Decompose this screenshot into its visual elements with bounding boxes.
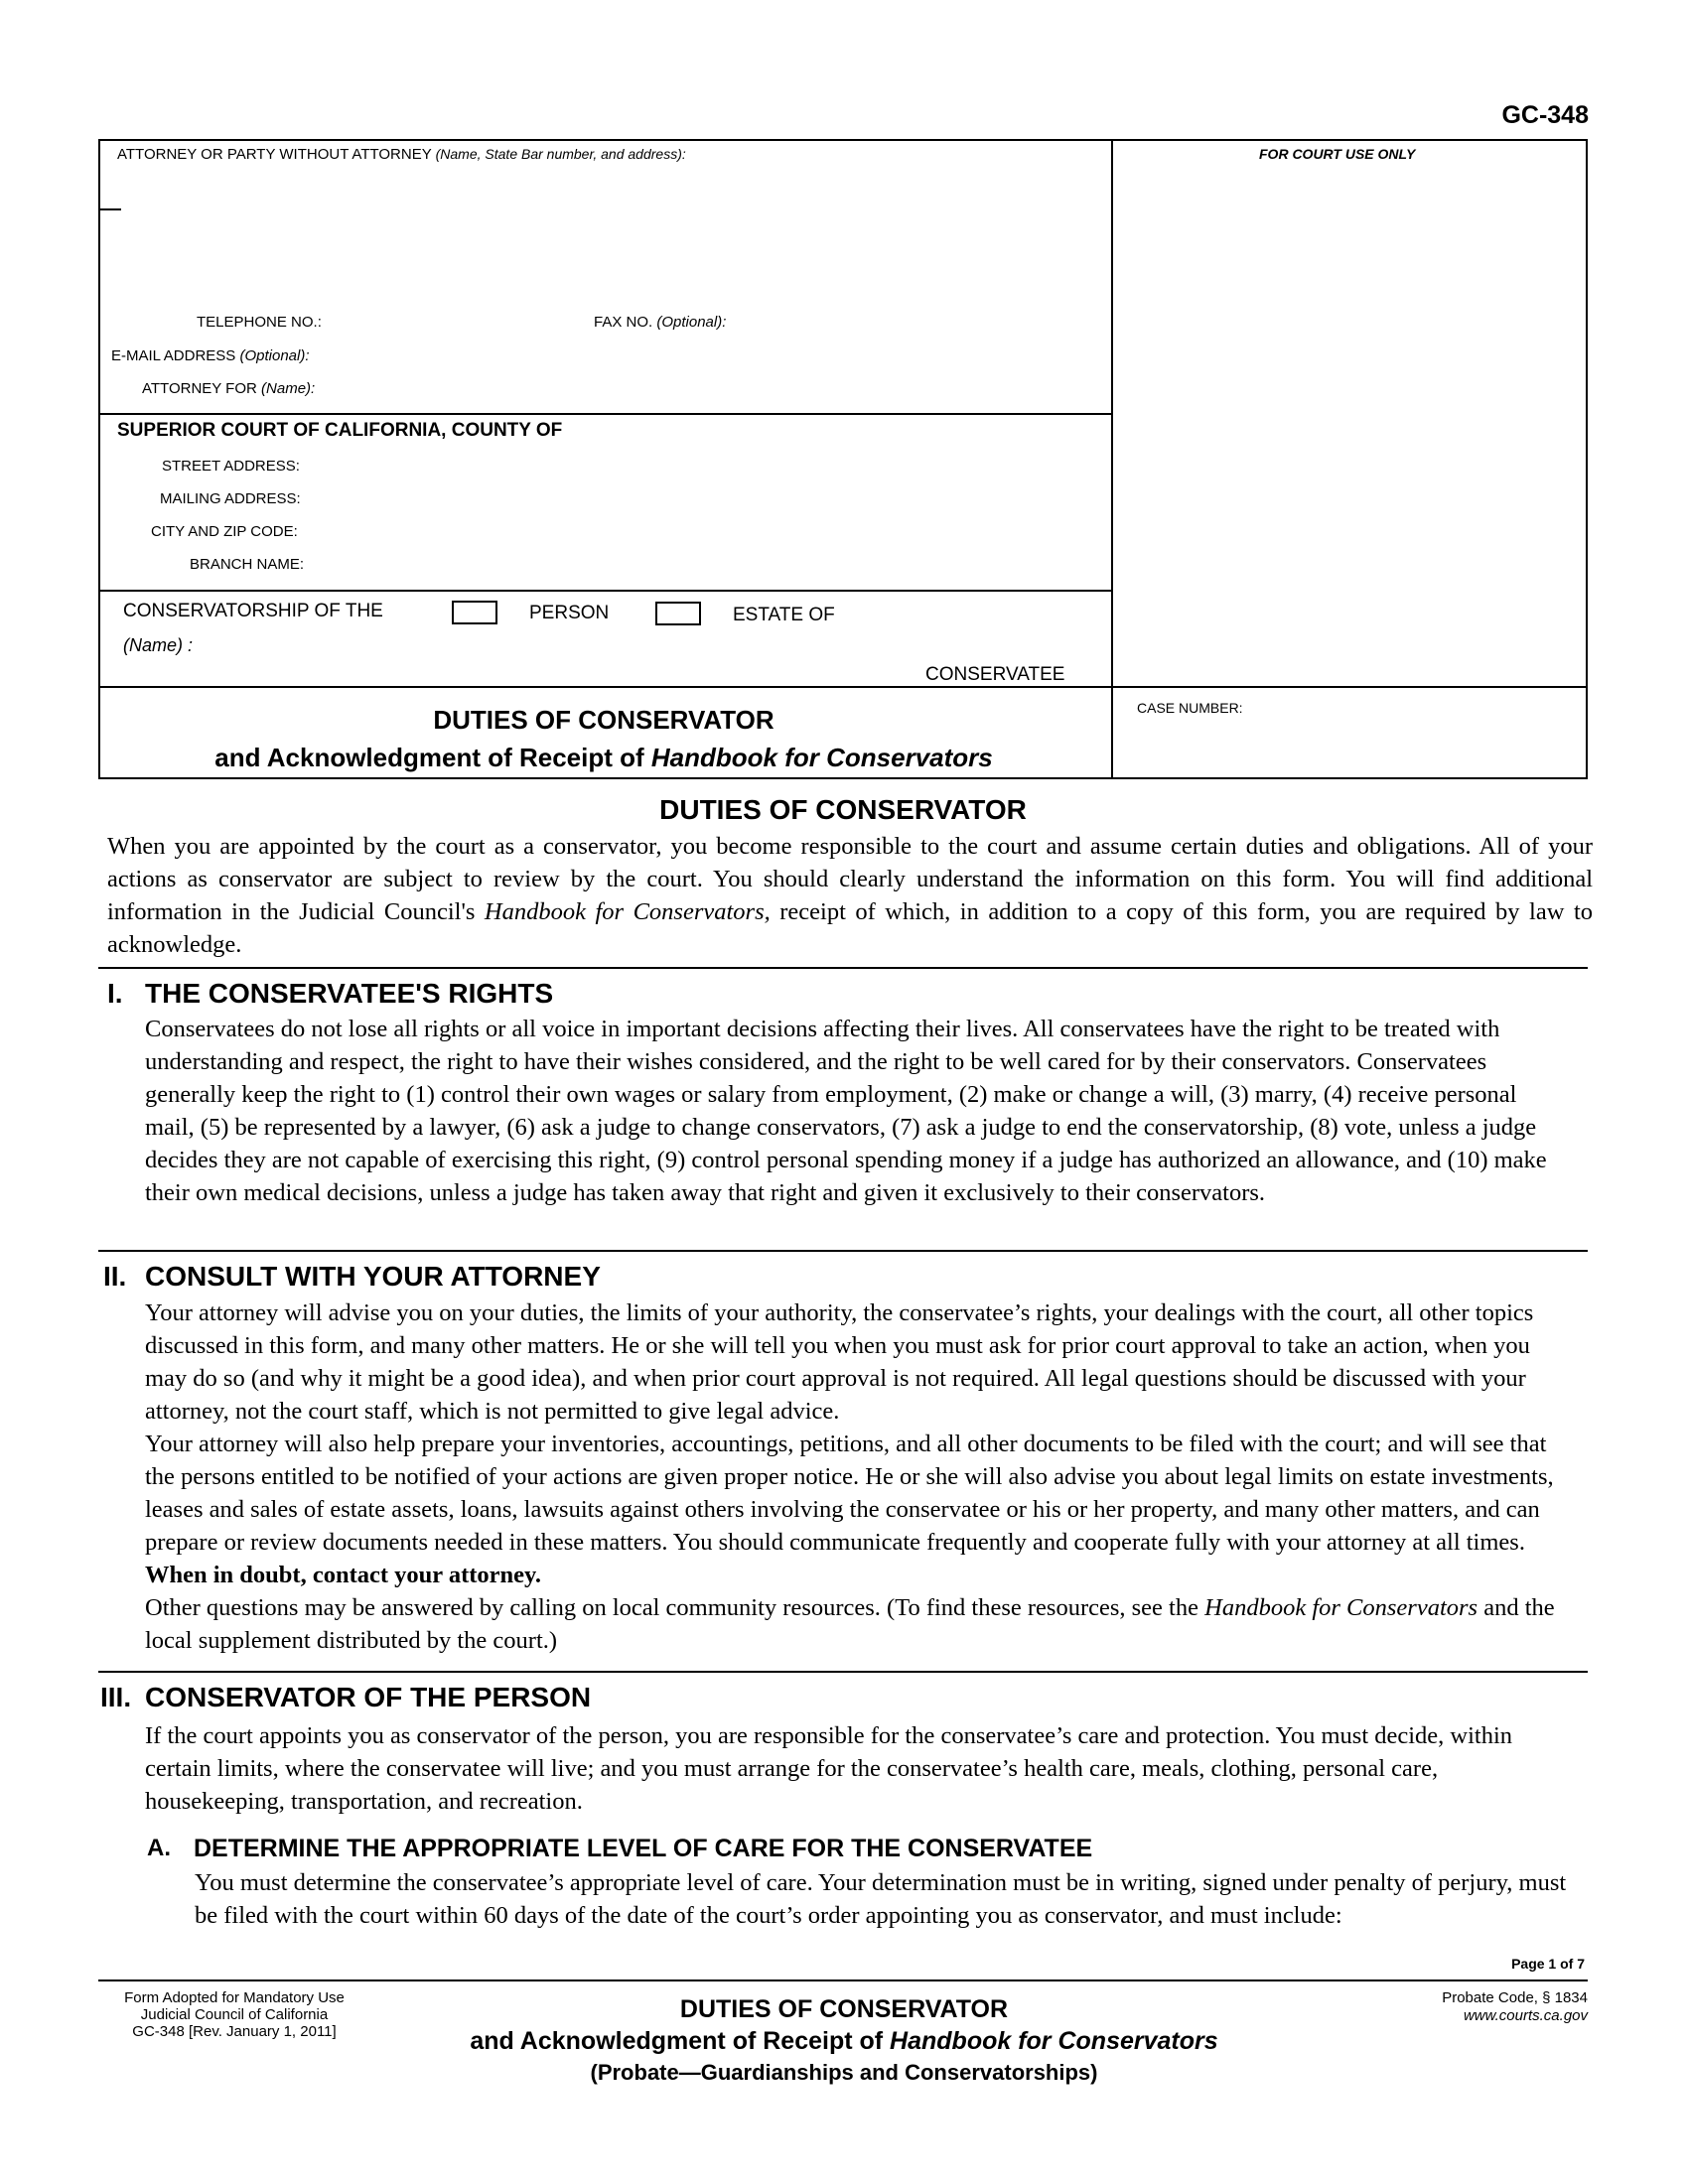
section-2-paragraph-3: Other questions may be answered by calling on local community resources. (To find these resources, see the Handbook for Conservators and the local supplement distributed by the court.) [145, 1594, 1555, 1654]
courts-url: www.courts.ca.gov [1463, 2007, 1588, 2024]
section-3a-text: You must determine the conservatee’s appropriate level of care. Your determination must be in writing, signed under penalty of perjury, must be filed with the court within 60 days of the date of the court’s order appointing you as conservator, and must include: [195, 1869, 1567, 1929]
person-label: PERSON [529, 603, 610, 623]
section-2-paragraph-1: Your attorney will advise you on your duties, the limits of your authority, the conservatee’s rights, your dealings with the court, all other topics discussed in this form, and many other matters. He or she will tell you when you must ask for prior court approval to take an action, when you may do so (and why it might be a good idea), and when prior court approval is not required. All legal questions should be discussed with your attorney, not the court staff, which is not permitted to give legal advice. [145, 1299, 1534, 1425]
rule-2 [98, 1250, 1588, 1252]
rule-1 [98, 967, 1588, 969]
mailing-address-label: MAILING ADDRESS: [160, 490, 301, 507]
form-id: GC-348 [1501, 101, 1589, 129]
person-checkbox[interactable] [452, 601, 497, 624]
section-3-text: If the court appoints you as conservator of the person, you are responsible for the conservatee’s care and protection. You must decide, within certain limits, where the conservatee will live; and you must arrange for the conservatee’s health care, meals, clothing, personal care, housekeeping, transportation, and recreation. [145, 1722, 1513, 1815]
city-zip-label: CITY AND ZIP CODE: [151, 523, 298, 540]
court-name: SUPERIOR COURT OF CALIFORNIA, COUNTY OF [117, 420, 563, 441]
page-number: Page 1 of 7 [1511, 1956, 1585, 1972]
case-number-label: CASE NUMBER: [1137, 700, 1243, 716]
section-1-number: I. [107, 978, 123, 1009]
attorney-for-label: ATTORNEY FOR (Name): [142, 380, 316, 397]
section-2-title: CONSULT WITH YOUR ATTORNEY [145, 1261, 601, 1292]
caption-title-line1: DUTIES OF CONSERVATOR [433, 705, 774, 735]
main-title: DUTIES OF CONSERVATOR [659, 794, 1027, 825]
section-2-number: II. [103, 1261, 127, 1292]
fax-label: FAX NO. (Optional): [594, 314, 727, 331]
caption-title-line2: and Acknowledgment of Receipt of Handbook for Conservators [214, 743, 993, 772]
section-3a-letter: A. [147, 1835, 171, 1861]
caption-box [98, 139, 1588, 779]
footer-title: DUTIES OF CONSERVATOR and Acknowledgment of Receipt of Handbook for Conservators (Probate—Guardianships and Conservatorships) [470, 1995, 1218, 2085]
section-3-number: III. [100, 1682, 132, 1712]
conservatee-label: CONSERVATEE [925, 664, 1065, 685]
tab-mark [99, 208, 121, 210]
footer-rule [98, 1979, 1588, 1981]
footer-code-block: Probate Code, § 1834 www.courts.ca.gov [1442, 1989, 1588, 2024]
section-1-title: THE CONSERVATEE'S RIGHTS [145, 978, 554, 1009]
email-label: E-MAIL ADDRESS (Optional): [111, 347, 310, 364]
rule-3 [98, 1671, 1588, 1673]
section-3-title: CONSERVATOR OF THE PERSON [145, 1682, 592, 1712]
section-2-text [145, 1297, 1577, 1657]
section-3a-title: DETERMINE THE APPROPRIATE LEVEL OF CARE FOR THE CONSERVATEE [194, 1835, 1093, 1862]
attorney-label: ATTORNEY OR PARTY WITHOUT ATTORNEY (Name, State Bar number, and address): [117, 146, 686, 163]
conservatorship-of-label: CONSERVATORSHIP OF THE [123, 601, 383, 621]
section-1-text: Conservatees do not lose all rights or all voice in important decisions affecting their lives. All conservatees have the right to be treated with understanding and respect, the right to have their wishes considered, and the right to be well cared for by their conservators. Conservatees generally keep the right to (1) control their own wages or salary from employment, (2) make or change a will, (3) marry, (4) receive personal mail, (5) be represented by a lawyer, (6) ask a judge to change conservators, (7) ask a judge to end the conservatorship, (8) vote, unless a judge decides they are not capable of exercising this right, (9) control personal spending money if a judge has authorized an allowance, and (10) make their own medical decisions, unless a judge has taken away that right and given it exclusively to their conservators. [145, 1016, 1547, 1206]
section-2-paragraph-2: Your attorney will also help prepare your inventories, accountings, petitions, and all other documents to be filed with the court; and will see that the persons entitled to be notified of your actions are given proper notice. He or she will also advise you about legal limits on estate investments, leases and sales of estate assets, loans, lawsuits against others involving the conservatee or his or her property, and many other matters, and can prepare or review documents needed in these matters. You should communicate frequently and cooperate fully with your attorney at all times. When in doubt, contact your attorney. [145, 1431, 1554, 1588]
intro-paragraph: When you are appointed by the court as a conservator, you become responsible to the court and assume certain duties and obligations. All of your actions as conservator are subject to review by the court. You should clearly understand the information on this form. You will find additional information in the Judicial Council's Handbook for Conservators, receipt of which, in addition to a copy of this form, you are required by law to acknowledge. [107, 833, 1593, 958]
court-use-label: FOR COURT USE ONLY [1259, 146, 1416, 162]
estate-checkbox[interactable] [655, 602, 701, 625]
estate-label: ESTATE OF [733, 605, 835, 625]
telephone-label: TELEPHONE NO.: [197, 314, 322, 331]
name-label: (Name) : [123, 635, 194, 655]
branch-name-label: BRANCH NAME: [190, 556, 305, 573]
form-adopted-block: Form Adopted for Mandatory Use Judicial Council of California GC-348 [Rev. January 1, 2011] [124, 1989, 345, 2040]
street-address-label: STREET ADDRESS: [162, 458, 300, 475]
